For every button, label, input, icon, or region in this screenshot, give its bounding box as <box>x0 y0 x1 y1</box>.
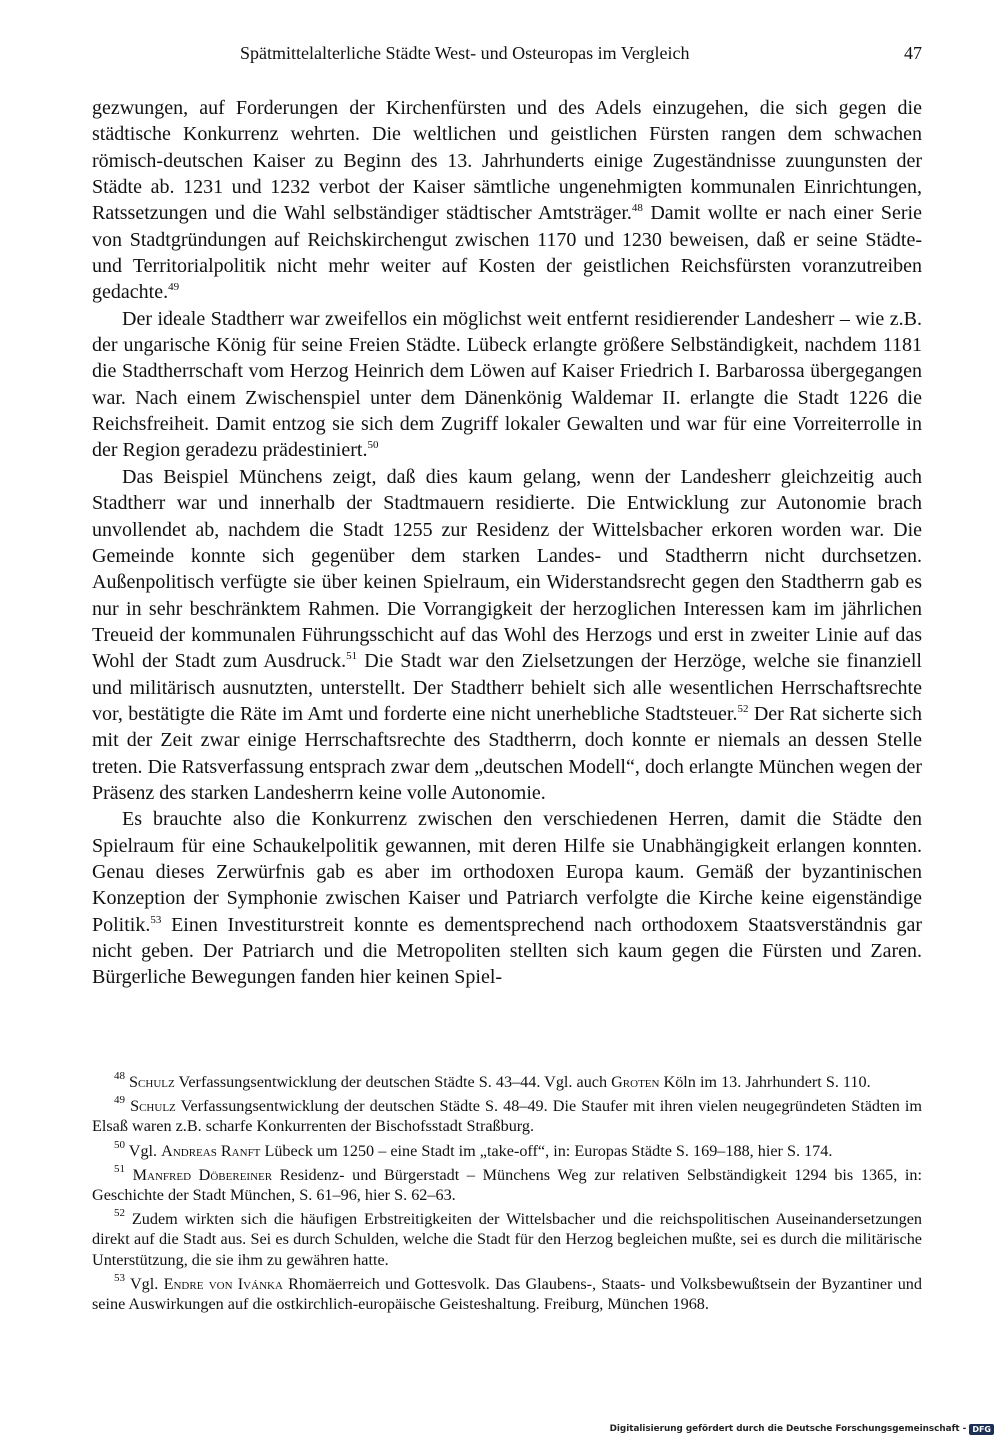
footnote-ref: 50 <box>367 439 379 452</box>
footnote <box>92 1138 922 1161</box>
text-run: Zudem wirkten sich die häufigen Erbstreitigkeiten der Wittelsbacher und die reichspolitischen Auseinandersetzungen direkt auf die Stadt aus. Sei es durch Schulden, welche die Stadt für den Herzog begleichen mußte, sei es durch die militärische Unterstützung, die sie ihm zu gewähren hatte. <box>92 1210 923 1269</box>
footnote <box>92 1096 922 1136</box>
footnote <box>92 1271 922 1314</box>
text-run: Es brauchte also die Konkurrenz zwischen den verschiedenen Herren, damit die Städte den Spielraum für eine Schaukelpolitik gewannen, mit deren Hilfe sie Unabhängigkeit erlangen konnten. Genau dieses Zerwürfnis gab es aber im orthodoxen Europa kaum. Gemäß der byzantinischen Konzeption der Symphonie zwischen Kaiser und Patriarch verfolgte die Kirche keine eigenständige Politik. <box>92 808 922 936</box>
text-run: Verfassungsentwicklung der deutschen Städte S. 43–44. Vgl. auch <box>174 1073 612 1091</box>
text-run: Das Beispiel Münchens zeigt, daß dies kaum gelang, wenn der Landesherr gleichzeitig auch Stadtherr war und innerhalb der Stadtmauern residierte. Die Entwicklung zur Autonomie brach unvollendet ab, nachdem die Stadt 1255 zur Residenz der Wittelsbacher erkoren worden war. Die Gemeinde konnte sich gegenüber dem starken Landes- und Stadtherrn nicht durchsetzen. Außenpolitisch verfügte sie über keinen Spielraum, ein Widerstandsrecht gegen den Stadtherrn gab es nur in sehr beschränktem Rahmen. Die Vorrangigkeit der herzoglichen Interessen kam im jährlichen Treueid der kommunalen Führungsschicht auf das Wohl des Herzogs und erst in zweiter Linie auf das Wohl der Stadt zum Ausdruck. <box>92 465 922 673</box>
running-title: Spätmittelalterliche Städte West- und Osteuropas im Vergleich <box>240 43 690 63</box>
author-name: Andreas Ranft <box>161 1141 261 1160</box>
footnote-ref: 52 <box>737 702 749 715</box>
text-run: Einen Investiturstreit konnte es dementsprechend nach orthodoxem Staatsverständnis gar nicht geben. Der Patriarch und die Metropoliten stellten sich kaum gegen die Fürsten und Zaren. Bürgerliche Bewegungen fanden hier keinen Spiel- <box>92 913 922 989</box>
footnote-ref: 48 <box>631 202 643 215</box>
footnote-number: 52 <box>114 1207 125 1220</box>
footnotes <box>92 1072 922 1318</box>
dfg-logo: DFG <box>969 1424 994 1435</box>
paragraph <box>92 306 922 464</box>
paragraph <box>92 806 922 990</box>
text-run: Residenz- und Bürgerstadt – Münchens Weg zur relativen Selbständigkeit 1294 bis 1365, in: Geschichte der Stadt München, S. 61–96, hier S. 62–63. <box>92 1165 922 1205</box>
paragraph <box>92 464 922 806</box>
footnote <box>92 1209 922 1270</box>
author-name: Endre von Ivánka <box>163 1274 283 1293</box>
footnote-number: 48 <box>114 1070 125 1082</box>
text-run: Der Rat sicherte sich mit der Zeit zwar einige Herrschaftsrechte des Stadtherrn, doch konnte er niemals an dessen Stelle treten. Die Ratsverfassung entsprach zwar dem „deutschen Modell“, doch erlangte München wegen der Präsenz des starken Landesherrn keine volle Autonomie. <box>92 702 922 804</box>
main-text <box>92 95 922 991</box>
text-run: Rhomäerreich und Gottesvolk. Das Glaubens-, Staats- und Volksbewußtsein der Byzantiner und seine Auswirkungen auf die ostkirchlich-europäische Geisteshaltung. Freiburg, München 1968. <box>92 1274 922 1314</box>
footnote-number: 51 <box>114 1162 125 1175</box>
footnote-ref: 49 <box>168 281 180 294</box>
author-name: Schulz <box>130 1097 176 1116</box>
paragraph <box>92 95 922 306</box>
dfg-funding-footer <box>610 1422 994 1436</box>
footnote-ref: 51 <box>346 650 358 663</box>
text-run: Vgl. <box>129 1274 164 1293</box>
footnote <box>92 1162 922 1205</box>
running-header <box>92 43 922 73</box>
author-name: Manfred Döbereiner <box>132 1165 273 1184</box>
footnote-number: 49 <box>114 1094 125 1107</box>
text-run: Damit wollte er nach einer Serie von Stadtgründungen auf Reichskirchengut zwischen 1170 und 1230 beweisen, daß er seine Städte- und Territorialpolitik nicht mehr weiter auf Kosten der geistlichen Reichsfürsten voranzutreiben gedachte. <box>92 202 922 304</box>
footnote-number: 53 <box>114 1271 125 1284</box>
author-name: Schulz <box>129 1073 175 1091</box>
text-run: Vgl. <box>128 1141 162 1160</box>
text-run: Verfassungsentwicklung der deutschen Städte S. 48–49. Die Staufer mit ihren vielen neugegründeten Städten im Elsaß waren z.B. scharfe Konkurrenten der Bischofsstadt Straßburg. <box>92 1097 922 1136</box>
text-run: Der ideale Stadtherr war zweifellos ein möglichst weit entfernt residierender Landesherr – wie z.B. der ungarische König für seine Freien Städte. Lübeck erlangte größere Selbständigkeit, nachdem 1181 die Stadtherrschaft vom Herzog Heinrich dem Löwen auf Kaiser Friedrich I. Barbarossa übergegangen war. Nach einem Zwischenspiel unter dem Dänenkönig Waldemar II. erlangte die Stadt 1226 die Reichsfreiheit. Damit entzog sie sich dem Zugriff lokaler Gewalten und war für eine Vorreiterrolle in der Region geradezu prädestiniert. <box>92 307 922 462</box>
text-run: Köln im 13. Jahrhundert S. 110. <box>659 1073 871 1091</box>
funding-note: Digitalisierung gefördert durch die Deutsche Forschungsgemeinschaft - <box>609 1424 967 1434</box>
footnote-number: 50 <box>114 1138 125 1151</box>
footnote-ref: 53 <box>150 913 162 926</box>
text-run: Lübeck um 1250 – eine Stadt im „take-off“, in: Europas Städte S. 169–188, hier S. 174. <box>260 1141 833 1160</box>
text-run: Die Stadt war den Zielsetzungen der Herzöge, welche sie finanziell und militärisch ausnutzten, unterstellt. Der Stadtherr behielt sich alle wesentlichen Herrschaftsrechte vor, bestätigte die Räte im Amt und forderte eine nicht unerhebliche Stadtsteuer. <box>92 650 922 725</box>
text-run: gezwungen, auf Forderungen der Kirchenfürsten und des Adels einzugehen, die sich gegen die städtische Konkurrenz wehrten. Die weltlichen und geistlichen Fürsten rangen dem schwachen römisch-deutschen Kaiser zu Beginn des 13. Jahrhunderts einige Zugeständnisse zuungunsten der Städte ab. 1231 und 1232 verbot der Kaiser sämtliche ungenehmigten kommunalen Einrichtungen, Ratssetzungen und die Wahl selbständiger städtischer Amtsträger. <box>92 97 922 225</box>
page-number: 47 <box>904 43 922 63</box>
author-name: Groten <box>611 1073 660 1091</box>
footnote <box>92 1072 922 1092</box>
